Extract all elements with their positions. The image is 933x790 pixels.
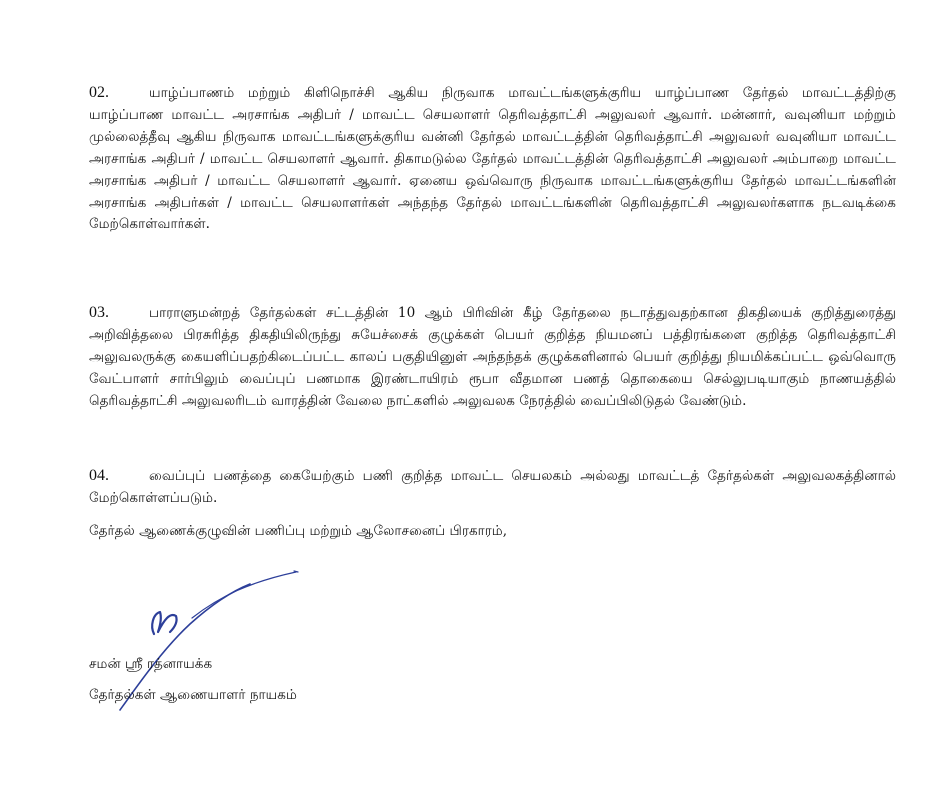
paragraph-number: 02. bbox=[89, 84, 109, 101]
paragraph-text: யாழ்ப்பாணம் மற்றும் கிளிநொச்சி ஆகிய நிருவாக மாவட்டங்களுக்குரிய யாழ்ப்பாண தேர்தல் மாவட்டத்திற்கு யாழ்ப்பாண மாவட்ட அரசாங்க அதிபர் / மாவட்ட செயலாளர் தெரிவத்தாட்சி அலுவலர் ஆவார். மன்னார், வவுனியா மற்றும் முல்லைத்தீவு ஆகிய நிருவாக மாவட்டங்களுக்குரிய வன்னி தேர்தல் மாவட்டத்தின் தெரிவத்தாட்சி அலுவலர் வவுனியா மாவட்ட அரசாங்க அதிபர் / மாவட்ட செயலாளர் ஆவார். திகாமடுல்ல தேர்தல் மாவட்டத்தின் தெரிவத்தாட்சி அலுவலர் அம்பாறை மாவட்ட அரசாங்க அதிபர் / மாவட்ட செயலாளர் ஆவார். ஏனைய ஒவ்வொரு நிருவாக மாவட்டங்களுக்குரிய தேர்தல் மாவட்டங்களின் அரசாங்க அதிபர்கள் / மாவட்ட செயலாளர்கள் அந்தந்த தேர்தல் மாவட்டங்களின் தெரிவத்தாட்சி அலுவலர்களாக நடவடிக்கை மேற்கொள்வார்கள். bbox=[89, 85, 896, 233]
signer-title: தேர்தல்கள் ஆணையாளர் நாயகம் bbox=[89, 687, 297, 703]
paragraph-02 bbox=[89, 82, 896, 236]
closing-line: தேர்தல் ஆணைக்குழுவின் பணிப்பு மற்றும் ஆலோசனைப் பிரகாரம், bbox=[89, 523, 508, 539]
paragraph-text: பாராளுமன்றத் தேர்தல்கள் சட்டத்தின் 10 ஆம் பிரிவின் கீழ் தேர்தலை நடாத்துவதற்கான திகதியைக் குறித்துரைத்து அறிவித்தலை பிரசுரித்த திகதியிலிருந்து சுயேச்சைக் குழுக்கள் பெயர் குறித்த நியமனப் பத்திரங்களை குறித்த தெரிவத்தாட்சி அலுவலருக்கு கையளிப்பதற்கிடைப்பட்ட காலப் பகுதியினுள் அந்தந்தக் குழுக்களினால் பெயர் குறித்து நியமிக்கப்பட்ட ஒவ்வொரு வேட்பாளர் சார்பிலும் வைப்புப் பணமாக இரண்டாயிரம் ரூபா வீதமான பணத் தொகையை செல்லுபடியாகும் நாணயத்தில் தெரிவத்தாட்சி அலுவலரிடம் வாரத்தின் வேலை நாட்களில் அலுவலக நேரத்தில் வைப்பிலிடுதல் வேண்டும். bbox=[89, 305, 896, 409]
paragraph-03 bbox=[89, 302, 896, 413]
paragraph-number: 04. bbox=[89, 467, 109, 484]
signature-stroke bbox=[192, 572, 296, 618]
signature-stroke bbox=[152, 612, 176, 634]
paragraph-text: வைப்புப் பணத்தை கையேற்கும் பணி குறித்த மாவட்ட செயலகம் அல்லது மாவட்டத் தேர்தல்கள் அலுவலகத்தினால் மேற்கொள்ளப்படும். bbox=[89, 468, 896, 506]
paragraph-number: 03. bbox=[89, 304, 109, 321]
paragraph-04 bbox=[89, 465, 896, 510]
signer-name: சமன் ஸ்ரீ ரத்னாயக்க bbox=[89, 656, 213, 672]
